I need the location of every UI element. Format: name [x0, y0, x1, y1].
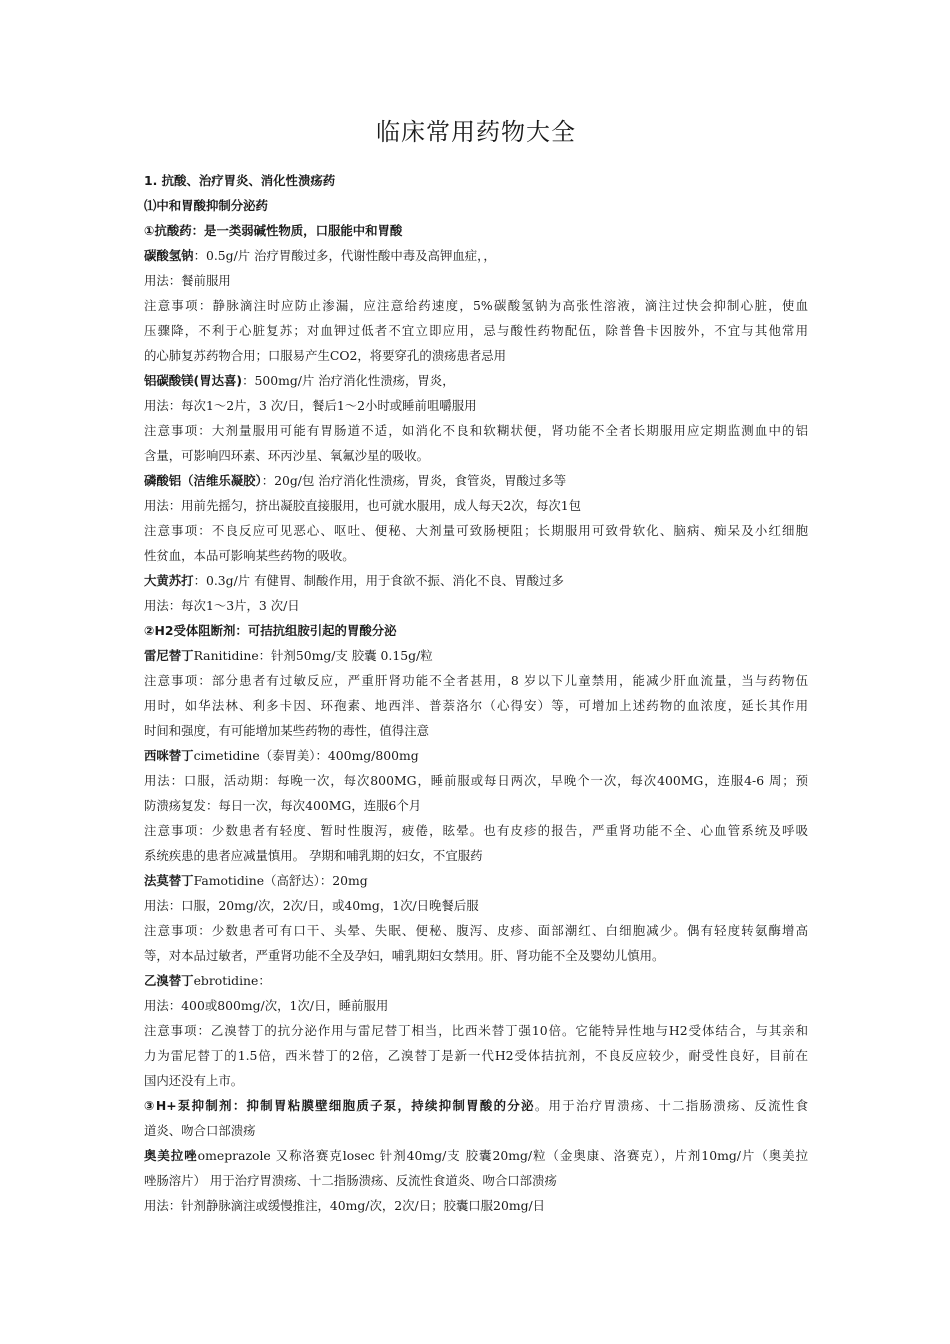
bold-heading: 碳酸氢钠: [144, 248, 194, 263]
text-line: [144, 518, 808, 543]
line-text: 的心肺复苏药物合用；口服易产生CO2，将要穿孔的溃疡患者忌用: [144, 348, 507, 363]
text-line: [144, 818, 808, 843]
text-line: [144, 468, 808, 493]
text-line: [144, 993, 808, 1018]
text-line: [144, 243, 808, 268]
line-text: ：0.5g/片 治疗胃酸过多，代谢性酸中毒及高钾血症，，: [193, 248, 496, 263]
text-line: [144, 168, 808, 193]
line-text: 用法：用前先摇匀，挤出凝胶直接服用，也可就水服用，成人每天2次，每次1包: [144, 498, 582, 513]
text-line: [144, 268, 808, 293]
line-text: 用法：每次1～2片，3 次/日，餐后1～2小时或睡前咀嚼服用: [144, 398, 477, 413]
text-line: [144, 543, 808, 568]
document-title: 临床常用药物大全: [376, 118, 576, 146]
line-text: 时间和强度，有可能增加某些药物的毒性，值得注意: [144, 723, 429, 738]
line-text: 用法：针剂静脉滴注或缓慢推注，40mg/次，2次/日；胶囊口服20mg/日: [144, 1198, 546, 1213]
line-text: 系统疾患的患者应减量慎用。 孕期和哺乳期的妇女，不宜服药: [144, 848, 483, 863]
line-text: 等，对本品过敏者，严重肾功能不全及孕妇，哺乳期妇女禁用。肝、肾功能不全及婴幼儿慎用。: [144, 948, 665, 963]
line-text: 用法：每次1～3片，3 次/日: [144, 598, 300, 613]
text-line: [144, 843, 808, 868]
line-text: Ranitidine：针剂50mg/支 胶囊 0.15g/粒: [193, 648, 433, 663]
line-text: 用法：餐前服用: [144, 273, 231, 288]
text-line: [144, 1018, 808, 1043]
text-line: [144, 218, 808, 243]
text-line: [144, 193, 808, 218]
line-text: 注意事项：静脉滴注时应防止渗漏，应注意给药速度，5%碳酸氢钠为高张性溶液，滴注过快会抑制心脏，使血: [144, 298, 808, 313]
bold-heading: ③H+泵抑制剂：抑制胃粘膜壁细胞质子泵，持续抑制胃酸的分泌: [144, 1098, 535, 1113]
text-line: [144, 968, 808, 993]
line-text: 注意事项：不良反应可见恶心、呕吐、便秘、大剂量可致肠梗阻；长期服用可致骨软化、脑病、痴呆及小红细胞: [144, 523, 808, 538]
line-text: 力为雷尼替丁的1.5倍，西米替丁的2倍，乙溴替丁是新一代H2受体拮抗剂，不良反应较少，耐受性良好，目前在: [144, 1048, 808, 1063]
line-text: cimetidine（泰胃美）：400mg/800mg: [193, 748, 419, 763]
text-line: [144, 868, 808, 893]
line-text: omeprazole 又称洛赛克losec 针剂40mg/支 胶囊20mg/粒（金奥康、洛赛克），片剂10mg/片（奥美拉: [197, 1148, 808, 1163]
text-line: [144, 318, 808, 343]
text-line: [144, 668, 808, 693]
line-text: 唑肠溶片） 用于治疗胃溃疡、十二指肠溃疡、反流性食道炎、吻合口部溃疡: [144, 1173, 557, 1188]
text-line: [144, 743, 808, 768]
text-line: [144, 768, 808, 793]
line-text: 性贫血，本品可影响某些药物的吸收。: [144, 548, 355, 563]
line-text: 防溃疡复发：每日一次，每次400MG，连服6个月: [144, 798, 422, 813]
line-text: 注意事项：大剂量服用可能有胃肠道不适，如消化不良和软糊状便，肾功能不全者长期服用应定期监测血中的铝: [144, 423, 808, 438]
bold-heading: 奥美拉唑: [144, 1148, 198, 1163]
line-text: ：500mg/片 治疗消化性溃疡，胃炎，: [242, 373, 455, 388]
line-text: Famotidine（高舒达）：20mg: [193, 873, 368, 888]
text-line: [144, 618, 808, 643]
text-line: [144, 1068, 808, 1093]
text-line: [144, 1168, 808, 1193]
bold-heading: 西咪替丁: [144, 748, 194, 763]
text-line: [144, 418, 808, 443]
text-line: [144, 1043, 808, 1068]
line-text: 用时，如华法林、利多卡因、环孢素、地西泮、普萘洛尔（心得安）等，可增加上述药物的血浓度，延长其作用: [144, 698, 808, 713]
bold-heading: 磷酸铝（洁维乐凝胶）: [144, 473, 262, 488]
line-text: 道炎、吻合口部溃疡: [144, 1123, 256, 1138]
line-text: 含量，可影响四环素、环丙沙星、氧氟沙星的吸收。: [144, 448, 429, 463]
text-line: [144, 643, 808, 668]
line-text: 用法：口服，活动期：每晚一次，每次800MG，睡前服或每日两次，早晚个一次，每次400MG，连服4-6 周；预: [144, 773, 808, 788]
bold-heading: 法莫替丁: [144, 873, 194, 888]
line-text: ：20g/包 治疗消化性溃疡，胃炎，食管炎，胃酸过多等: [261, 473, 567, 488]
text-line: [144, 893, 808, 918]
bold-heading: 大黄苏打: [144, 573, 194, 588]
text-line: [144, 593, 808, 618]
bold-heading: 铝碳酸镁(胃达喜): [144, 373, 243, 388]
text-line: [144, 443, 808, 468]
text-line: [144, 1143, 808, 1168]
text-line: [144, 693, 808, 718]
bold-heading: ②H2受体阻断剂：可拮抗组胺引起的胃酸分泌: [144, 623, 397, 638]
line-text: 用法：口服，20mg/次，2次/日，或40mg，1次/日晚餐后服: [144, 898, 479, 913]
text-line: [144, 393, 808, 418]
line-text: ：0.3g/片 有健胃、制酸作用，用于食欲不振、消化不良、胃酸过多: [193, 573, 564, 588]
text-line: [144, 943, 808, 968]
text-line: [144, 568, 808, 593]
text-line: [144, 368, 808, 393]
text-line: [144, 918, 808, 943]
line-text: 用法：400或800mg/次，1次/日，睡前服用: [144, 998, 389, 1013]
line-text: 国内还没有上市。: [144, 1073, 244, 1088]
text-line: [144, 493, 808, 518]
bold-heading: ①抗酸药：是一类弱碱性物质，口服能中和胃酸: [144, 223, 403, 238]
text-line: [144, 343, 808, 368]
line-text: 。用于治疗胃溃疡、十二指肠溃疡、反流性食: [534, 1098, 808, 1113]
text-line: [144, 293, 808, 318]
line-text: 注意事项：少数患者可有口干、头晕、失眠、便秘、腹泻、皮疹、面部潮红、白细胞减少。偶有轻度转氨酶增高: [144, 923, 808, 938]
bold-heading: 1. 抗酸、治疗胃炎、消化性溃疡药: [144, 173, 336, 188]
line-text: 注意事项：少数患者有轻度、暂时性腹泻，疲倦，眩晕。也有皮疹的报告，严重肾功能不全、心血管系统及呼吸: [144, 823, 808, 838]
bold-heading: 乙溴替丁: [144, 973, 194, 988]
document-body: [144, 168, 808, 1218]
text-line: [144, 793, 808, 818]
line-text: 压骤降，不利于心脏复苏；对血钾过低者不宜立即应用，忌与酸性药物配伍，除普鲁卡因胺外，不宜与其他常用: [144, 323, 808, 338]
text-line: [144, 1118, 808, 1143]
line-text: 注意事项：部分患者有过敏反应，严重肝肾功能不全者甚用，8 岁以下儿童禁用，能减少肝血流量，当与药物伍: [144, 673, 808, 688]
text-line: [144, 1193, 808, 1218]
line-text: 注意事项：乙溴替丁的抗分泌作用与雷尼替丁相当，比西米替丁强10倍。它能特异性地与H2受体结合，与其亲和: [144, 1023, 808, 1038]
bold-heading: ⑴中和胃酸抑制分泌药: [144, 198, 268, 213]
bold-heading: 雷尼替丁: [144, 648, 194, 663]
line-text: ebrotidine：: [193, 973, 271, 988]
text-line: [144, 718, 808, 743]
text-line: [144, 1093, 808, 1118]
